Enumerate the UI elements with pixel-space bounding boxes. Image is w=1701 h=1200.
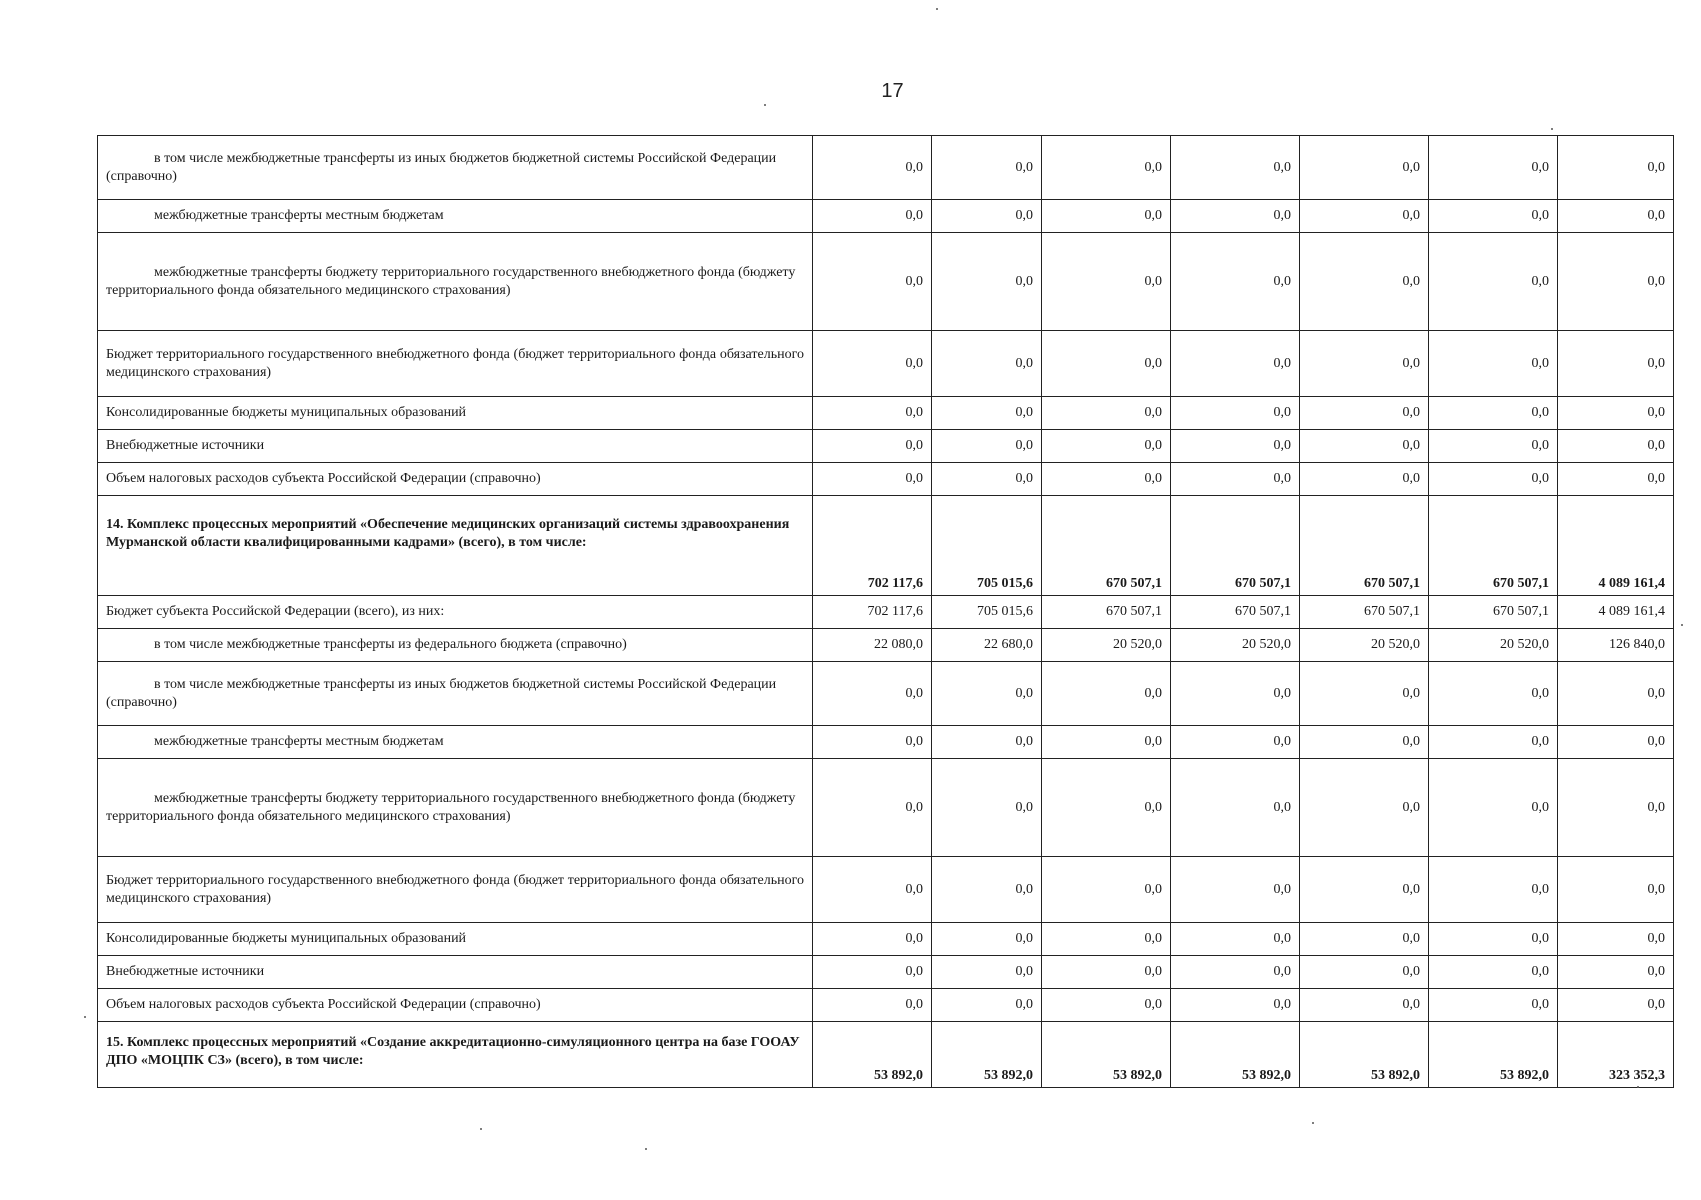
value-cell: 0,0	[813, 989, 932, 1022]
total-cell: 670 507,1	[1429, 496, 1558, 596]
table-row	[98, 629, 1674, 662]
table-row	[98, 136, 1674, 200]
value-cell: 670 507,1	[1429, 596, 1558, 629]
total-cell: 705 015,6	[932, 496, 1042, 596]
value-cell: 0,0	[813, 463, 932, 496]
value-cell: 0,0	[813, 397, 932, 430]
value-cell: 0,0	[1300, 726, 1429, 759]
value-cell: 0,0	[1300, 662, 1429, 726]
value-cell: 0,0	[1042, 331, 1171, 397]
value-cell: 0,0	[1042, 726, 1171, 759]
value-cell: 0,0	[932, 989, 1042, 1022]
section-row-15	[98, 1022, 1674, 1088]
value-cell: 670 507,1	[1042, 596, 1171, 629]
section-title: 15. Комплекс процессных мероприятий «Создание аккредитационно-симуляционного центра на базе ГООАУ ДПО «МОЦПК СЗ» (всего), в том числе:	[98, 1022, 813, 1088]
value-cell: 0,0	[813, 726, 932, 759]
value-cell: 0,0	[1171, 726, 1300, 759]
value-cell: 0,0	[1558, 233, 1674, 331]
total-cell: 670 507,1	[1042, 496, 1171, 596]
value-cell: 0,0	[932, 397, 1042, 430]
value-cell: 0,0	[1429, 233, 1558, 331]
section-row-14	[98, 496, 1674, 596]
value-cell: 0,0	[1171, 200, 1300, 233]
row-label: Бюджет территориального государственного внебюджетного фонда (бюджет территориального фонда обязательного медицинского страхования)	[98, 857, 813, 923]
value-cell: 0,0	[1429, 857, 1558, 923]
value-cell: 0,0	[1042, 200, 1171, 233]
table-row	[98, 726, 1674, 759]
value-cell: 0,0	[1042, 662, 1171, 726]
value-cell: 0,0	[1429, 331, 1558, 397]
value-cell: 0,0	[813, 331, 932, 397]
value-cell: 0,0	[1171, 759, 1300, 857]
value-cell: 0,0	[1429, 430, 1558, 463]
value-cell: 0,0	[932, 463, 1042, 496]
row-label: Внебюджетные источники	[98, 430, 813, 463]
value-cell: 0,0	[932, 956, 1042, 989]
row-label: Объем налоговых расходов субъекта Российской Федерации (справочно)	[98, 463, 813, 496]
value-cell: 0,0	[1558, 662, 1674, 726]
value-cell: 0,0	[1429, 662, 1558, 726]
table-row	[98, 233, 1674, 331]
value-cell: 22 080,0	[813, 629, 932, 662]
value-cell: 126 840,0	[1558, 629, 1674, 662]
row-label: межбюджетные трансферты бюджету территориального государственного внебюджетного фонда (бюджету территориального фонда обязательного медицинского страхования)	[98, 759, 813, 857]
scan-speck	[480, 1128, 482, 1130]
value-cell: 0,0	[932, 233, 1042, 331]
table-row	[98, 200, 1674, 233]
value-cell: 0,0	[932, 430, 1042, 463]
value-cell: 0,0	[813, 136, 932, 200]
value-cell: 0,0	[1429, 463, 1558, 496]
value-cell: 0,0	[1300, 923, 1429, 956]
value-cell: 0,0	[1300, 956, 1429, 989]
table-row	[98, 397, 1674, 430]
value-cell: 0,0	[1171, 463, 1300, 496]
scan-speck	[936, 8, 938, 10]
row-label: в том числе межбюджетные трансферты из иных бюджетов бюджетной системы Российской Федерации (справочно)	[98, 136, 813, 200]
value-cell: 0,0	[813, 662, 932, 726]
table-row	[98, 463, 1674, 496]
value-cell: 0,0	[1300, 857, 1429, 923]
total-cell: 53 892,0	[813, 1022, 932, 1088]
value-cell: 20 520,0	[1300, 629, 1429, 662]
scan-speck	[1551, 128, 1553, 130]
value-cell: 0,0	[932, 200, 1042, 233]
row-label: межбюджетные трансферты местным бюджетам	[98, 726, 813, 759]
value-cell: 670 507,1	[1300, 596, 1429, 629]
value-cell: 0,0	[1300, 397, 1429, 430]
value-cell: 0,0	[1042, 989, 1171, 1022]
value-cell: 20 520,0	[1042, 629, 1171, 662]
value-cell: 0,0	[1300, 430, 1429, 463]
table-row	[98, 331, 1674, 397]
table-row	[98, 759, 1674, 857]
value-cell: 0,0	[1558, 857, 1674, 923]
value-cell: 0,0	[1042, 430, 1171, 463]
value-cell: 0,0	[1300, 136, 1429, 200]
total-cell: 4 089 161,4	[1558, 496, 1674, 596]
value-cell: 20 520,0	[1171, 629, 1300, 662]
value-cell: 0,0	[1429, 397, 1558, 430]
value-cell: 0,0	[1429, 136, 1558, 200]
scan-speck	[1637, 1086, 1639, 1088]
budget-table	[97, 135, 1674, 1088]
value-cell: 4 089 161,4	[1558, 596, 1674, 629]
value-cell: 0,0	[1042, 759, 1171, 857]
value-cell: 0,0	[1171, 233, 1300, 331]
value-cell: 705 015,6	[932, 596, 1042, 629]
value-cell: 20 520,0	[1429, 629, 1558, 662]
value-cell: 0,0	[1171, 430, 1300, 463]
scan-speck	[764, 104, 766, 106]
value-cell: 0,0	[1042, 923, 1171, 956]
value-cell: 0,0	[1429, 956, 1558, 989]
total-cell: 53 892,0	[1429, 1022, 1558, 1088]
total-cell: 53 892,0	[1042, 1022, 1171, 1088]
value-cell: 0,0	[813, 233, 932, 331]
section-title: 14. Комплекс процессных мероприятий «Обеспечение медицинских организаций системы здравоохранения Мурманской области квалифицированными кадрами» (всего), в том числе:	[98, 496, 813, 596]
row-label: Бюджет субъекта Российской Федерации (всего), из них:	[98, 596, 813, 629]
value-cell: 0,0	[813, 759, 932, 857]
value-cell: 0,0	[1429, 759, 1558, 857]
total-cell: 53 892,0	[1171, 1022, 1300, 1088]
value-cell: 0,0	[813, 956, 932, 989]
value-cell: 0,0	[1171, 397, 1300, 430]
row-label: Внебюджетные источники	[98, 956, 813, 989]
value-cell: 0,0	[1042, 136, 1171, 200]
table-row	[98, 430, 1674, 463]
value-cell: 0,0	[932, 759, 1042, 857]
value-cell: 0,0	[1171, 136, 1300, 200]
value-cell: 0,0	[1171, 331, 1300, 397]
page-number: 17	[881, 80, 904, 102]
row-label: Консолидированные бюджеты муниципальных образований	[98, 397, 813, 430]
total-cell: 670 507,1	[1300, 496, 1429, 596]
total-cell: 323 352,3	[1558, 1022, 1674, 1088]
scan-speck	[1312, 1122, 1314, 1124]
row-label: Консолидированные бюджеты муниципальных образований	[98, 923, 813, 956]
value-cell: 0,0	[1558, 397, 1674, 430]
value-cell: 0,0	[1558, 463, 1674, 496]
value-cell: 0,0	[1429, 726, 1558, 759]
value-cell: 0,0	[1558, 331, 1674, 397]
value-cell: 0,0	[1558, 726, 1674, 759]
value-cell: 0,0	[1558, 989, 1674, 1022]
total-cell: 702 117,6	[813, 496, 932, 596]
table-row	[98, 923, 1674, 956]
value-cell: 0,0	[1171, 956, 1300, 989]
scan-speck	[645, 1148, 647, 1150]
scan-speck	[84, 1016, 86, 1018]
value-cell: 22 680,0	[932, 629, 1042, 662]
value-cell: 0,0	[1300, 463, 1429, 496]
value-cell: 0,0	[932, 662, 1042, 726]
value-cell: 0,0	[1558, 136, 1674, 200]
value-cell: 0,0	[932, 331, 1042, 397]
row-label: в том числе межбюджетные трансферты из иных бюджетов бюджетной системы Российской Федерации (справочно)	[98, 662, 813, 726]
value-cell: 0,0	[1558, 759, 1674, 857]
value-cell: 702 117,6	[813, 596, 932, 629]
table-row	[98, 662, 1674, 726]
value-cell: 0,0	[1300, 989, 1429, 1022]
row-label: Объем налоговых расходов субъекта Российской Федерации (справочно)	[98, 989, 813, 1022]
value-cell: 0,0	[1429, 200, 1558, 233]
value-cell: 0,0	[1558, 430, 1674, 463]
value-cell: 0,0	[813, 857, 932, 923]
value-cell: 0,0	[1042, 463, 1171, 496]
table-row	[98, 989, 1674, 1022]
value-cell: 0,0	[1300, 331, 1429, 397]
value-cell: 0,0	[1300, 759, 1429, 857]
value-cell: 0,0	[1042, 233, 1171, 331]
value-cell: 0,0	[1171, 989, 1300, 1022]
row-label: межбюджетные трансферты местным бюджетам	[98, 200, 813, 233]
table-row	[98, 857, 1674, 923]
value-cell: 0,0	[1042, 956, 1171, 989]
value-cell: 0,0	[1300, 200, 1429, 233]
total-cell: 53 892,0	[932, 1022, 1042, 1088]
value-cell: 0,0	[1171, 923, 1300, 956]
value-cell: 0,0	[932, 923, 1042, 956]
value-cell: 0,0	[1042, 397, 1171, 430]
value-cell: 0,0	[932, 857, 1042, 923]
value-cell: 670 507,1	[1171, 596, 1300, 629]
row-label: в том числе межбюджетные трансферты из федерального бюджета (справочно)	[98, 629, 813, 662]
value-cell: 0,0	[1429, 989, 1558, 1022]
table-row	[98, 956, 1674, 989]
value-cell: 0,0	[932, 726, 1042, 759]
row-label: Бюджет территориального государственного внебюджетного фонда (бюджет территориального фонда обязательного медицинского страхования)	[98, 331, 813, 397]
value-cell: 0,0	[1171, 857, 1300, 923]
total-cell: 670 507,1	[1171, 496, 1300, 596]
value-cell: 0,0	[1300, 233, 1429, 331]
value-cell: 0,0	[1429, 923, 1558, 956]
value-cell: 0,0	[813, 200, 932, 233]
scan-speck	[1681, 624, 1683, 626]
value-cell: 0,0	[1558, 200, 1674, 233]
value-cell: 0,0	[1558, 956, 1674, 989]
value-cell: 0,0	[1171, 662, 1300, 726]
value-cell: 0,0	[1558, 923, 1674, 956]
total-cell: 53 892,0	[1300, 1022, 1429, 1088]
value-cell: 0,0	[813, 923, 932, 956]
row-label: межбюджетные трансферты бюджету территориального государственного внебюджетного фонда (бюджету территориального фонда обязательного медицинского страхования)	[98, 233, 813, 331]
value-cell: 0,0	[813, 430, 932, 463]
value-cell: 0,0	[932, 136, 1042, 200]
table-row	[98, 596, 1674, 629]
value-cell: 0,0	[1042, 857, 1171, 923]
